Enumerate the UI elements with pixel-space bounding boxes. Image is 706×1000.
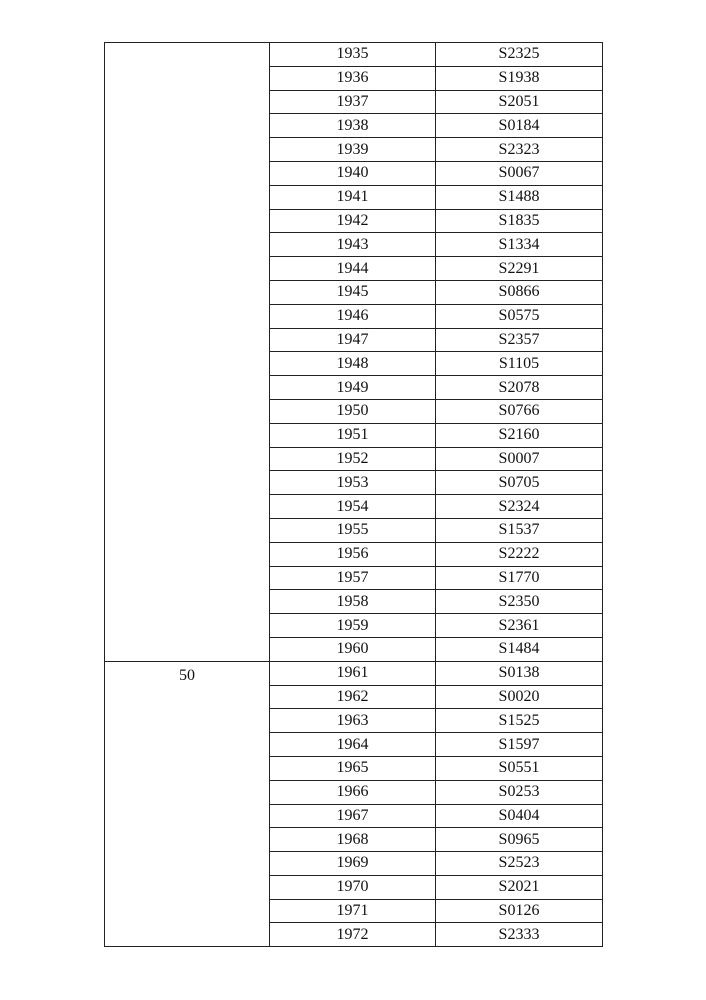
- number-cell: 1972: [270, 923, 436, 947]
- code-cell: S2021: [436, 875, 603, 899]
- code-cell: S0126: [436, 899, 603, 923]
- number-cell: 1949: [270, 376, 436, 400]
- code-cell: S0007: [436, 447, 603, 471]
- code-cell: S0575: [436, 304, 603, 328]
- code-cell: S2357: [436, 328, 603, 352]
- code-cell: S2222: [436, 542, 603, 566]
- group-label-cell: [105, 43, 270, 662]
- number-cell: 1969: [270, 852, 436, 876]
- code-cell: S0404: [436, 804, 603, 828]
- number-cell: 1971: [270, 899, 436, 923]
- code-cell: S0020: [436, 685, 603, 709]
- number-cell: 1944: [270, 257, 436, 281]
- number-cell: 1960: [270, 637, 436, 661]
- code-cell: S1334: [436, 233, 603, 257]
- number-cell: 1952: [270, 447, 436, 471]
- code-cell: S1484: [436, 637, 603, 661]
- code-cell: S0551: [436, 756, 603, 780]
- code-cell: S1938: [436, 66, 603, 90]
- number-cell: 1941: [270, 185, 436, 209]
- code-cell: S2333: [436, 923, 603, 947]
- code-cell: S1537: [436, 518, 603, 542]
- number-cell: 1943: [270, 233, 436, 257]
- number-cell: 1946: [270, 304, 436, 328]
- code-cell: S2361: [436, 614, 603, 638]
- number-cell: 1950: [270, 399, 436, 423]
- code-cell: S0965: [436, 828, 603, 852]
- number-cell: 1966: [270, 780, 436, 804]
- number-cell: 1962: [270, 685, 436, 709]
- number-cell: 1936: [270, 66, 436, 90]
- code-cell: S0067: [436, 161, 603, 185]
- code-cell: S2325: [436, 43, 603, 67]
- data-table: [104, 42, 603, 947]
- code-cell: S1488: [436, 185, 603, 209]
- table-row: [105, 43, 603, 67]
- code-cell: S1770: [436, 566, 603, 590]
- code-cell: S2078: [436, 376, 603, 400]
- code-cell: S2324: [436, 495, 603, 519]
- number-cell: 1963: [270, 709, 436, 733]
- number-cell: 1970: [270, 875, 436, 899]
- number-cell: 1953: [270, 471, 436, 495]
- number-cell: 1967: [270, 804, 436, 828]
- table-row: [105, 661, 603, 685]
- number-cell: 1935: [270, 43, 436, 67]
- table-body: [105, 43, 603, 947]
- number-cell: 1947: [270, 328, 436, 352]
- code-cell: S1835: [436, 209, 603, 233]
- number-cell: 1968: [270, 828, 436, 852]
- code-cell: S0766: [436, 399, 603, 423]
- code-cell: S2323: [436, 138, 603, 162]
- number-cell: 1938: [270, 114, 436, 138]
- number-cell: 1959: [270, 614, 436, 638]
- code-cell: S1105: [436, 352, 603, 376]
- number-cell: 1951: [270, 423, 436, 447]
- number-cell: 1939: [270, 138, 436, 162]
- code-cell: S2291: [436, 257, 603, 281]
- number-cell: 1955: [270, 518, 436, 542]
- code-cell: S0184: [436, 114, 603, 138]
- code-cell: S2051: [436, 90, 603, 114]
- number-cell: 1964: [270, 733, 436, 757]
- number-cell: 1937: [270, 90, 436, 114]
- code-cell: S2160: [436, 423, 603, 447]
- number-cell: 1961: [270, 661, 436, 685]
- code-cell: S2523: [436, 852, 603, 876]
- code-cell: S1597: [436, 733, 603, 757]
- code-cell: S0253: [436, 780, 603, 804]
- number-cell: 1965: [270, 756, 436, 780]
- code-cell: S0705: [436, 471, 603, 495]
- code-cell: S0866: [436, 280, 603, 304]
- number-cell: 1958: [270, 590, 436, 614]
- code-cell: S2350: [436, 590, 603, 614]
- number-cell: 1954: [270, 495, 436, 519]
- code-cell: S1525: [436, 709, 603, 733]
- number-cell: 1948: [270, 352, 436, 376]
- number-cell: 1942: [270, 209, 436, 233]
- number-cell: 1957: [270, 566, 436, 590]
- number-cell: 1945: [270, 280, 436, 304]
- number-cell: 1956: [270, 542, 436, 566]
- number-cell: 1940: [270, 161, 436, 185]
- group-label-cell: 50: [105, 661, 270, 947]
- code-cell: S0138: [436, 661, 603, 685]
